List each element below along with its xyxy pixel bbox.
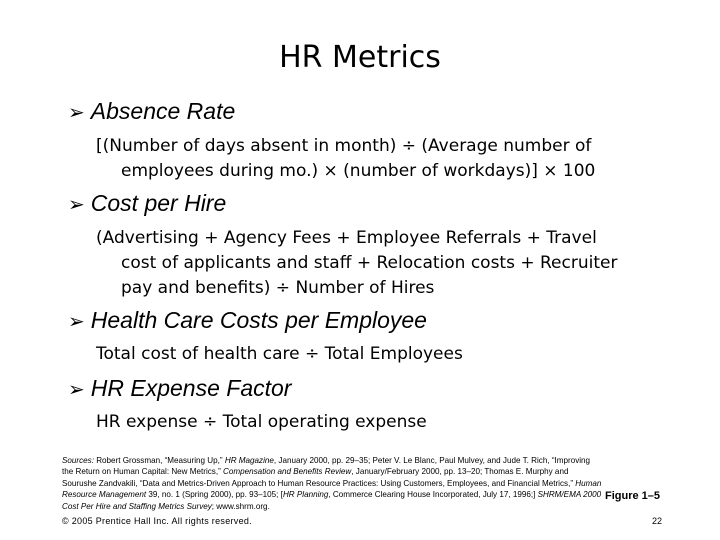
bullet-heading: Absence Rate (90, 98, 236, 124)
bullet-heading: Cost per Hire (90, 190, 227, 216)
bullet-cost-per-hire (68, 190, 226, 217)
sources-publication: HR Magazine (224, 456, 274, 465)
sources-label: Sources: (62, 456, 94, 465)
formula-line: (Advertising + Agency Fees + Employee Referrals + Travel (96, 228, 597, 248)
sources-note (62, 455, 602, 512)
sources-text: , Commerce Clearing House Incorporated, July 17, 1996;] (328, 490, 538, 500)
formula-line: HR expense ÷ Total operating expense (96, 412, 427, 432)
bullet-hr-expense-factor (68, 375, 291, 402)
formula-line: cost of applicants and staff + Relocation costs + Recruiter (121, 253, 618, 273)
formula-health-care-costs (96, 342, 463, 367)
formula-line: [(Number of days absent in month) ÷ (Average number of (96, 136, 592, 156)
formula-line: Total cost of health care ÷ Total Employees (96, 344, 463, 364)
sources-publication: SHRM/EMA 2000 Cost Per Hire and Staffing Metrics Survey (62, 490, 602, 511)
copyright: © 2005 Prentice Hall Inc. All rights reserved. (62, 516, 253, 526)
formula-cost-per-hire (96, 226, 617, 301)
bullet-health-care-costs (68, 307, 427, 334)
sources-text: , January/February 2000, pp. 13–20; Thomas E. Murphy and Sourushe Zandvakili, “Data and Metrics-Driven Approach to Human Resource Practices: Using Customers, Employees, and Financial Metrics,” (62, 467, 576, 488)
bullet-absence-rate (68, 98, 235, 125)
figure-label: Figure 1–5 (605, 490, 661, 502)
formula-line: employees during mo.) × (number of workdays)] × 100 (121, 161, 596, 181)
formula-absence-rate (96, 134, 595, 184)
formula-line: pay and benefits) ÷ Number of Hires (121, 278, 435, 298)
sources-publication: Human Resource Management (62, 478, 602, 500)
bullet-heading: Health Care Costs per Employee (90, 307, 427, 333)
arrow-bullet-icon: ➢ (68, 102, 85, 124)
page-number: 22 (652, 516, 663, 526)
sources-text: ; www.shrm.org. (211, 501, 270, 511)
arrow-bullet-icon: ➢ (68, 194, 85, 216)
arrow-bullet-icon: ➢ (68, 311, 85, 333)
arrow-bullet-icon: ➢ (68, 379, 85, 401)
sources-text: 39, no. 1 (Spring 2000), pp. 93–105; [ (146, 490, 283, 500)
formula-hr-expense-factor (96, 410, 427, 435)
sources-text: , January 2000, pp. 29–35; Peter V. Le Blanc, Paul Mulvey, and Jude T. Rich, “Improving the Return on Human Capital: New Metrics,” (62, 456, 591, 477)
sources-publication: HR Planning (282, 490, 329, 500)
slide-title: HR Metrics (279, 40, 441, 75)
sources-publication: Compensation and Benefits Review (223, 467, 352, 477)
sources-text: Robert Grossman, “Measuring Up,” (93, 456, 225, 465)
bullet-heading: HR Expense Factor (90, 375, 292, 401)
